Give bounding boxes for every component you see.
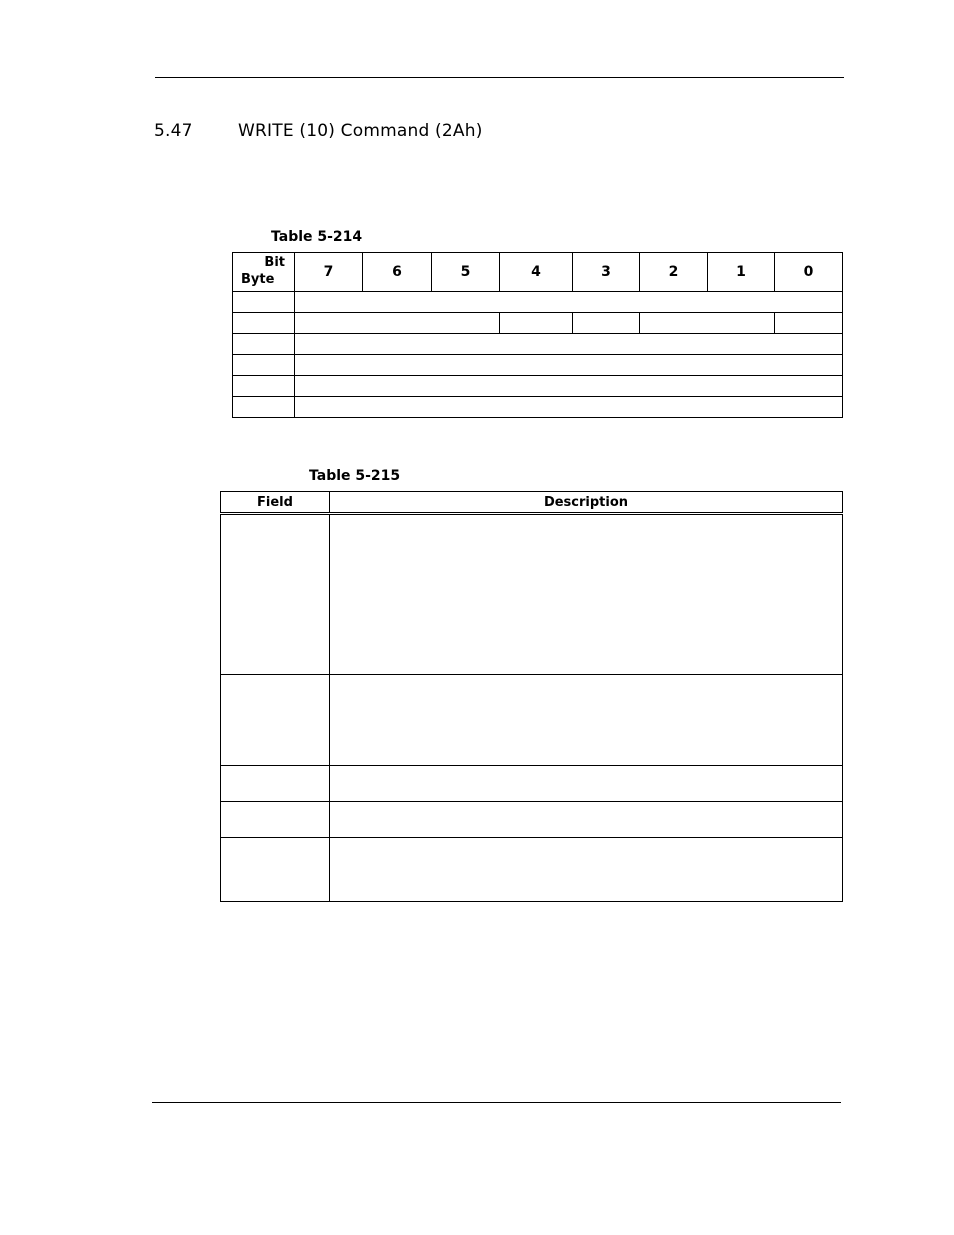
bit-1-header: 1 <box>708 253 775 292</box>
cdb-table <box>232 252 843 418</box>
byte-cell <box>233 355 295 376</box>
bit-label: Bit <box>264 255 285 270</box>
table-row <box>233 376 843 397</box>
header-rule <box>155 77 844 78</box>
field-cell <box>295 355 843 376</box>
table-row <box>221 675 843 766</box>
description-column-header: Description <box>330 492 843 514</box>
byte-label: Byte <box>241 272 275 287</box>
table-row <box>233 313 843 334</box>
table-214-caption: Table 5-214 <box>271 229 363 245</box>
field-name-cell <box>221 675 330 766</box>
bit-byte-corner <box>233 253 295 292</box>
table-row <box>221 802 843 838</box>
section-heading <box>154 121 483 141</box>
table-row <box>233 355 843 376</box>
table-row <box>221 838 843 902</box>
field-cell <box>295 292 843 313</box>
field-cell <box>573 313 640 334</box>
bit-7-header: 7 <box>295 253 363 292</box>
field-cell <box>295 397 843 418</box>
table-row <box>221 514 843 675</box>
field-column-header: Field <box>221 492 330 514</box>
table-row <box>233 292 843 313</box>
byte-cell <box>233 376 295 397</box>
bit-6-header: 6 <box>363 253 432 292</box>
field-cell <box>295 376 843 397</box>
field-name-cell <box>221 838 330 902</box>
field-description-cell <box>330 766 843 802</box>
field-cell <box>295 313 500 334</box>
field-name-cell <box>221 514 330 675</box>
field-description-cell <box>330 802 843 838</box>
field-name-cell <box>221 766 330 802</box>
fields-header-row <box>221 492 843 514</box>
byte-cell <box>233 397 295 418</box>
table-row <box>221 766 843 802</box>
byte-cell <box>233 313 295 334</box>
field-description-cell <box>330 838 843 902</box>
table-row <box>233 334 843 355</box>
field-description-table <box>220 491 843 902</box>
field-name-cell <box>221 802 330 838</box>
field-cell <box>500 313 573 334</box>
cdb-header-row <box>233 253 843 292</box>
section-title: WRITE (10) Command (2Ah) <box>238 121 483 141</box>
byte-cell <box>233 292 295 313</box>
table-215-caption: Table 5-215 <box>309 468 401 484</box>
field-cell <box>775 313 843 334</box>
bit-3-header: 3 <box>573 253 640 292</box>
section-number: 5.47 <box>154 121 193 141</box>
bit-4-header: 4 <box>500 253 573 292</box>
table-row <box>233 397 843 418</box>
field-cell <box>640 313 775 334</box>
footer-rule <box>152 1102 841 1103</box>
field-description-cell <box>330 675 843 766</box>
field-cell <box>295 334 843 355</box>
byte-cell <box>233 334 295 355</box>
bit-0-header: 0 <box>775 253 843 292</box>
field-description-cell <box>330 514 843 675</box>
bit-5-header: 5 <box>432 253 500 292</box>
bit-2-header: 2 <box>640 253 708 292</box>
